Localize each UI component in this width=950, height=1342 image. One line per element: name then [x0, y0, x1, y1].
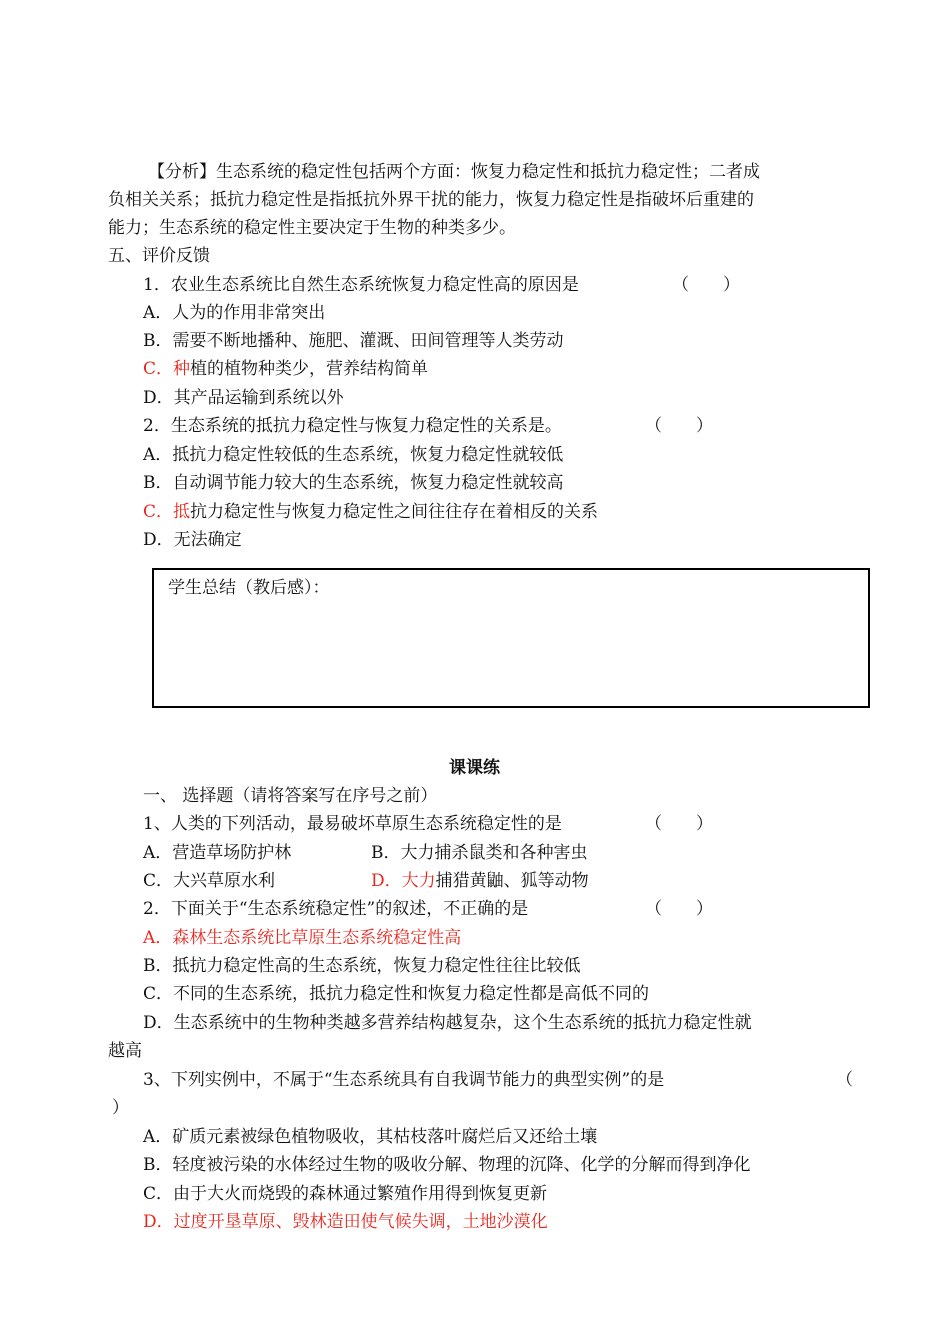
practice-q1-option-d-highlight: D．大力: [371, 871, 436, 891]
feedback-q1-option-b: B．需要不断地播种、施肥、灌溉、田间管理等人类劳动: [143, 331, 564, 351]
feedback-q1-answer-paren: （ ）: [672, 275, 740, 295]
feedback-q1-option-c-text: 植的植物种类少，营养结构简单: [190, 359, 429, 379]
student-summary-label: 学生总结（教后感）：: [168, 578, 330, 598]
practice-q3-paren-open: （: [836, 1070, 853, 1090]
feedback-q1-stem: 1．农业生态系统比自然生态系统恢复力稳定性高的原因是: [143, 275, 579, 295]
feedback-q2-option-c-highlight: C．抵: [143, 502, 191, 522]
practice-q2-option-d-line-2: 越高: [108, 1041, 142, 1061]
analysis-bracket-label: 【分析】: [148, 162, 216, 182]
practice-q3-option-c: C．由于大火而烧毁的森林通过繁殖作用得到恢复更新: [143, 1184, 548, 1204]
practice-q3-option-b: B．轻度被污染的水体经过生物的吸收分解、物理的沉降、化学的分解而得到净化: [143, 1155, 751, 1175]
feedback-q2-stem: 2．生态系统的抵抗力稳定性与恢复力稳定性的关系是。: [143, 416, 562, 436]
analysis-line-2: 负相关关系；抵抗力稳定性是指抵抗外界干扰的能力，恢复力稳定性是指破坏后重建的: [108, 190, 754, 210]
student-summary-box[interactable]: [152, 568, 870, 708]
feedback-q1-option-c: [143, 355, 428, 383]
feedback-q2-option-c: [143, 498, 598, 526]
practice-q1-answer-paren: （ ）: [645, 814, 713, 834]
feedback-q2-option-d: D．无法确定: [143, 530, 242, 550]
feedback-q1-option-c-highlight: C．种: [143, 359, 191, 379]
practice-q2-answer-paren: （ ）: [645, 899, 713, 919]
practice-q3-paren-close: ）: [112, 1098, 129, 1118]
feedback-q2-option-c-text: 抗力稳定性与恢复力稳定性之间往往存在着相反的关系: [190, 502, 599, 522]
practice-q2-option-b: B．抵抗力稳定性高的生态系统，恢复力稳定性往往比较低: [143, 956, 581, 976]
practice-q3-stem: 3、下列实例中，不属于“生态系统具有自我调节能力的典型实例”的是: [143, 1070, 665, 1090]
practice-q1-option-c: C．大兴草原水利: [143, 871, 276, 891]
practice-q1-option-b: B．大力捕杀鼠类和各种害虫: [371, 843, 588, 863]
practice-q3-option-a: A．矿质元素被绿色植物吸收，其枯枝落叶腐烂后又还给土壤: [143, 1127, 598, 1147]
feedback-q1-option-a: A．人为的作用非常突出: [143, 303, 326, 323]
practice-q1-option-d-text: 捕猎黄鼬、狐等动物: [435, 871, 589, 891]
practice-q2-option-c: C．不同的生态系统，抵抗力稳定性和恢复力稳定性都是高低不同的: [143, 984, 650, 1004]
practice-q1-stem: 1、人类的下列活动，最易破坏草原生态系统稳定性的是: [143, 814, 562, 834]
practice-q3-option-d: D．过度开垦草原、毁林造田使气候失调，土地沙漠化: [143, 1212, 548, 1232]
analysis-line-1: [148, 158, 760, 186]
practice-q2-option-d-line-1: D．生态系统中的生物种类越多营养结构越复杂，这个生态系统的抵抗力稳定性就: [143, 1013, 752, 1033]
feedback-q2-answer-paren: （ ）: [645, 416, 713, 436]
practice-title: 课课练: [449, 758, 500, 778]
feedback-q2-option-a: A．抵抗力稳定性较低的生态系统，恢复力稳定性就较低: [143, 445, 564, 465]
feedback-heading: 五、评价反馈: [108, 246, 210, 266]
practice-q2-option-a: A．森林生态系统比草原生态系统稳定性高: [143, 928, 462, 948]
feedback-q1-option-d: D．其产品运输到系统以外: [143, 388, 344, 408]
analysis-text-1: 生态系统的稳定性包括两个方面：恢复力稳定性和抵抗力稳定性；二者成: [216, 162, 760, 182]
practice-q1-option-a: A．营造草场防护林: [143, 843, 292, 863]
practice-q1-option-d: [371, 867, 589, 895]
analysis-line-3: 能力；生态系统的稳定性主要决定于生物的种类多少。: [108, 218, 516, 238]
practice-q2-stem: 2．下面关于“生态系统稳定性”的叙述，不正确的是: [143, 899, 529, 919]
practice-section-heading: 一、 选择题（请将答案写在序号之前）: [143, 786, 438, 806]
feedback-q2-option-b: B．自动调节能力较大的生态系统，恢复力稳定性就较高: [143, 473, 564, 493]
